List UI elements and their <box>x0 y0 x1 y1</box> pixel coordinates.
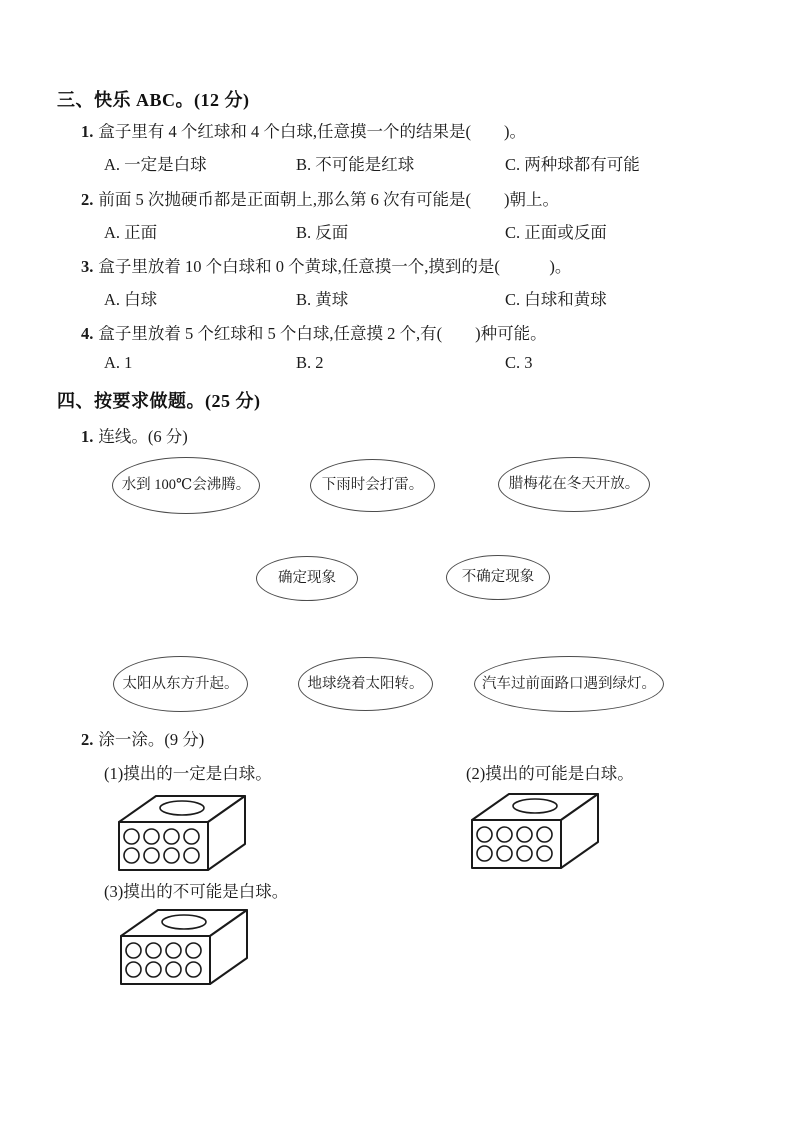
ball <box>166 962 181 977</box>
question-1-option-c: C. 两种球都有可能 <box>505 155 640 174</box>
ball <box>537 827 552 842</box>
ball <box>537 846 552 861</box>
question-2 <box>81 186 559 210</box>
question-3-text: 盒子里放着 10 个白球和 0 个黄球,任意摸一个,摸到的是( )。 <box>98 257 572 276</box>
question-4-number: 4. <box>81 324 94 343</box>
section-3-title: 三、快乐 ABC。(12 分) <box>57 90 250 110</box>
ball-box-diagram-2 <box>470 789 602 871</box>
task-2-label: 涂一涂。(9 分) <box>98 730 205 749</box>
question-4 <box>81 320 547 344</box>
subtask-1-caption: (1)摸出的一定是白球。 <box>104 764 272 783</box>
question-1-text: 盒子里有 4 个红球和 4 个白球,任意摸一个的结果是( )。 <box>98 122 526 141</box>
question-2-text: 前面 5 次抛硬币都是正面朝上,那么第 6 次有可能是( )朝上。 <box>98 190 559 209</box>
category-oval-uncertain: 不确定现象 <box>446 555 550 600</box>
category-oval-certain: 确定现象 <box>256 556 358 601</box>
box-top-hole <box>162 915 206 929</box>
question-3-number: 3. <box>81 257 94 276</box>
match-oval-top-3: 腊梅花在冬天开放。 <box>498 457 650 512</box>
subtask-3-caption: (3)摸出的不可能是白球。 <box>104 882 289 901</box>
ball <box>497 846 512 861</box>
question-3-option-b: B. 黄球 <box>296 290 349 309</box>
ball <box>497 827 512 842</box>
ball <box>126 943 141 958</box>
ball <box>477 827 492 842</box>
question-2-option-a: A. 正面 <box>104 223 158 242</box>
question-3 <box>81 253 571 277</box>
ball <box>146 943 161 958</box>
subtask-2-caption: (2)摸出的可能是白球。 <box>466 764 634 783</box>
ball-box-diagram-3 <box>119 905 251 987</box>
question-1-number: 1. <box>81 122 94 141</box>
ball <box>124 829 139 844</box>
ball <box>477 846 492 861</box>
match-oval-bottom-1: 太阳从东方升起。 <box>113 656 248 712</box>
task-1-label: 连线。(6 分) <box>98 427 188 446</box>
question-2-option-c: C. 正面或反面 <box>505 223 607 242</box>
box-top-hole <box>513 799 557 813</box>
ball <box>186 943 201 958</box>
match-oval-top-2: 下雨时会打雷。 <box>310 459 435 512</box>
match-oval-bottom-2: 地球绕着太阳转。 <box>298 657 433 711</box>
match-oval-top-1: 水到 100℃会沸腾。 <box>112 457 260 514</box>
ball <box>126 962 141 977</box>
ball <box>144 829 159 844</box>
question-1 <box>81 118 526 142</box>
match-oval-bottom-3: 汽车过前面路口遇到绿灯。 <box>474 656 664 712</box>
ball <box>517 827 532 842</box>
question-4-option-b: B. 2 <box>296 353 324 372</box>
ball-box-diagram-1 <box>117 791 249 873</box>
question-2-option-b: B. 反面 <box>296 223 349 242</box>
question-2-number: 2. <box>81 190 94 209</box>
question-1-option-a: A. 一定是白球 <box>104 155 207 174</box>
ball <box>517 846 532 861</box>
task-2-heading <box>81 726 204 750</box>
ball <box>146 962 161 977</box>
box-top-hole <box>160 801 204 815</box>
ball <box>164 848 179 863</box>
question-3-option-c: C. 白球和黄球 <box>505 290 607 309</box>
question-1-option-b: B. 不可能是红球 <box>296 155 415 174</box>
ball <box>144 848 159 863</box>
ball <box>164 829 179 844</box>
question-4-option-c: C. 3 <box>505 353 533 372</box>
ball <box>184 848 199 863</box>
section-4-title: 四、按要求做题。(25 分) <box>57 391 261 411</box>
task-2-number: 2. <box>81 730 94 749</box>
ball <box>186 962 201 977</box>
task-1-number: 1. <box>81 427 94 446</box>
ball <box>124 848 139 863</box>
ball <box>166 943 181 958</box>
task-1-heading <box>81 423 188 447</box>
question-3-option-a: A. 白球 <box>104 290 158 309</box>
question-4-option-a: A. 1 <box>104 353 133 372</box>
ball <box>184 829 199 844</box>
question-4-text: 盒子里放着 5 个红球和 5 个白球,任意摸 2 个,有( )种可能。 <box>98 324 547 343</box>
